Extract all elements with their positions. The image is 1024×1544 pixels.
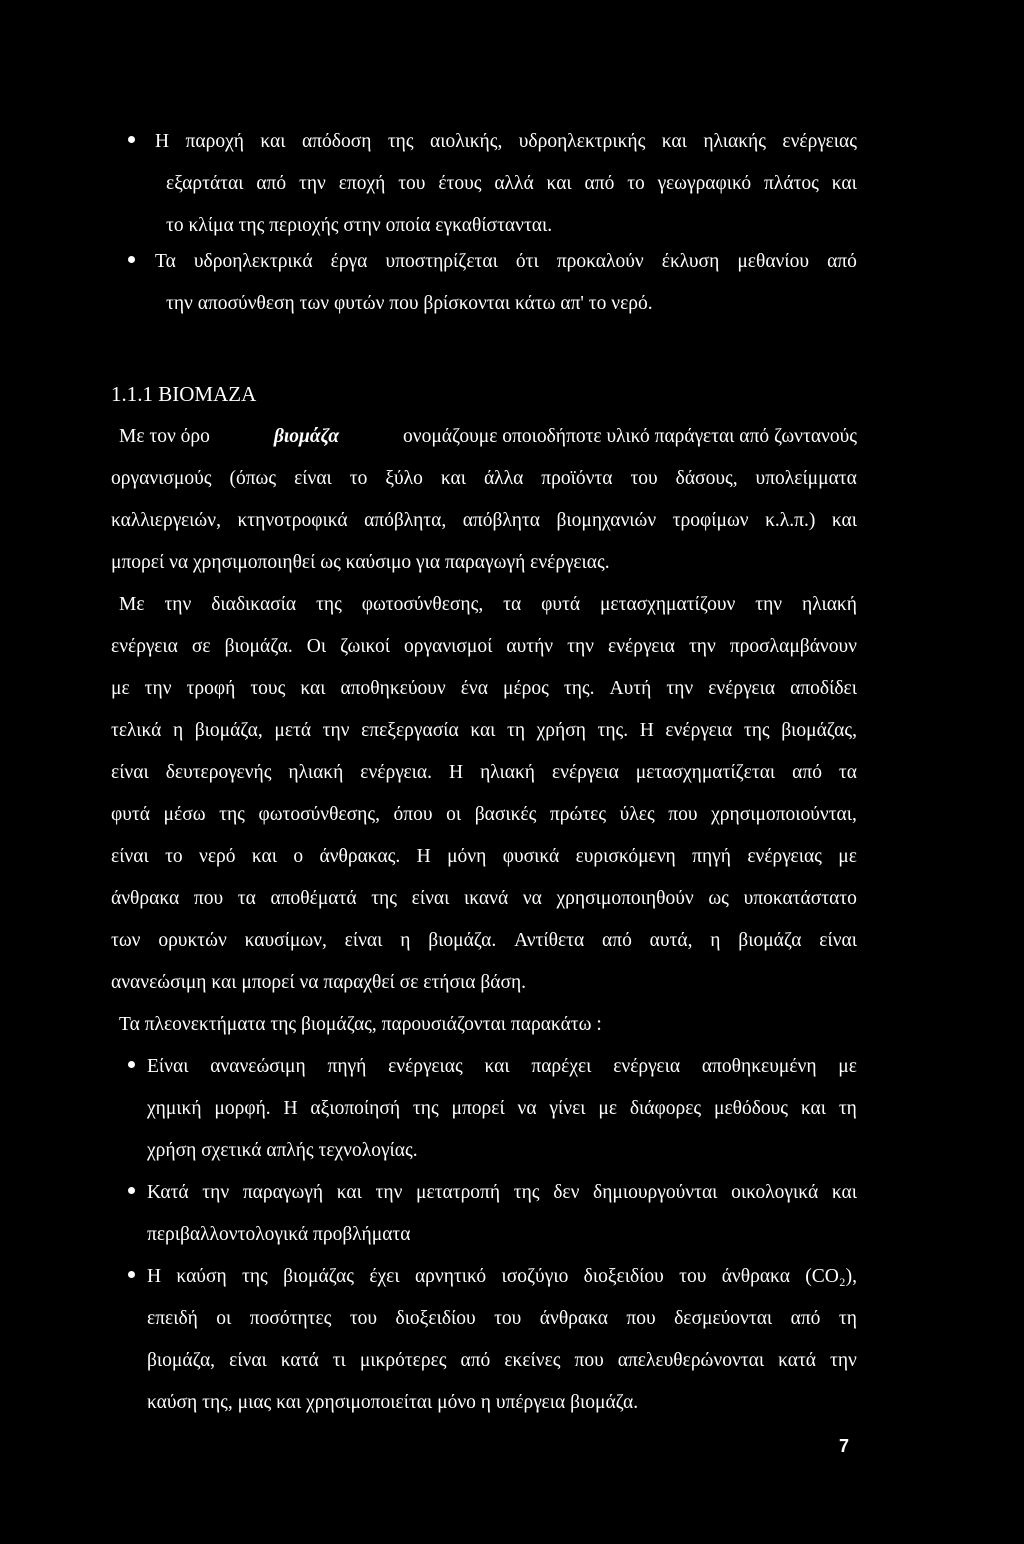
text-line <box>111 719 857 743</box>
word: είναι <box>111 762 149 783</box>
word: διάφορες <box>629 1098 702 1119</box>
word: άνθρακα <box>721 1266 790 1287</box>
word: του <box>349 1308 378 1329</box>
word: οικολογικά <box>731 1182 819 1203</box>
word: δεσμεύονται <box>674 1308 773 1329</box>
word: αποδίδει <box>790 678 857 699</box>
word: προκαλούν <box>556 251 644 272</box>
word: είναι <box>294 468 332 489</box>
bullet-dot <box>128 1187 135 1194</box>
word: ότι <box>515 251 539 272</box>
word: η <box>710 930 721 951</box>
text-line: το κλίμα της περιοχής στην οποία εγκαθίστανται. <box>166 215 553 236</box>
text-line <box>166 172 857 196</box>
word: ηλιακή <box>288 762 344 783</box>
text-line <box>111 635 857 659</box>
word: πρώτες <box>549 804 607 825</box>
text-line <box>119 593 857 617</box>
word: ζωικοί <box>340 636 390 657</box>
word: ορυκτών <box>158 930 227 951</box>
word: έχει <box>369 1266 400 1287</box>
word: ηλιακή <box>802 594 857 615</box>
word: με <box>111 678 130 699</box>
word: την <box>299 173 326 194</box>
word: τα <box>838 762 857 783</box>
word: ο <box>293 846 304 867</box>
definition-term: βιομάζα <box>273 426 340 447</box>
word: εποχή <box>338 173 386 194</box>
word: της. <box>597 720 629 741</box>
word: φυτά <box>541 594 581 615</box>
word: φυσικά <box>502 846 560 867</box>
word: υδροηλεκτρικά <box>193 251 313 272</box>
word: μέσω <box>163 804 206 825</box>
word: ηλιακή <box>480 762 535 783</box>
word: ενέργεια <box>613 1056 681 1077</box>
word: πηγή <box>692 846 731 867</box>
word: και <box>800 1098 826 1119</box>
word: Η <box>147 1266 162 1287</box>
word: από <box>602 930 632 951</box>
word: ισοζύγιο <box>501 1266 569 1287</box>
word: Είναι <box>147 1056 189 1077</box>
word: τα <box>237 888 256 909</box>
word: υποκατάστατο <box>743 888 857 909</box>
word: της. <box>563 678 595 699</box>
word: αυτά, <box>649 930 693 951</box>
word: μετατροπή <box>416 1182 501 1203</box>
word: υδροηλεκτρικής <box>518 131 646 152</box>
word: απελευθερώνονται <box>617 1350 765 1371</box>
word: βιομηχανιών <box>556 510 657 531</box>
word: των <box>111 930 141 951</box>
word: Με <box>119 594 145 615</box>
word: και <box>546 173 572 194</box>
word: άνθρακας. <box>319 846 401 867</box>
word: η <box>400 930 411 951</box>
word: και <box>300 678 326 699</box>
word: διοξειδίου <box>395 1308 476 1329</box>
word: ύλες <box>619 804 655 825</box>
text-line <box>111 845 857 869</box>
word: η <box>172 720 184 741</box>
word: φωτοσύνθεσης, <box>258 804 380 825</box>
word: μπορεί <box>451 1098 505 1119</box>
word: ποσότητες <box>249 1308 332 1329</box>
word: μετασχηματίζουν <box>599 594 736 615</box>
word: και <box>661 131 687 152</box>
text-line <box>111 761 857 785</box>
word: της <box>316 594 342 615</box>
definition-suffix: ονομάζουμε οποιοδήποτε υλικό παράγεται από ζωντανούς <box>403 426 857 447</box>
word: και <box>260 131 286 152</box>
word: την <box>755 594 783 615</box>
word: και <box>831 510 857 531</box>
word: έργα <box>330 251 368 272</box>
word: από <box>790 1308 821 1329</box>
word: ενέργειας <box>747 846 822 867</box>
text-line <box>155 250 857 274</box>
word: εξαρτάται <box>166 173 244 194</box>
word: Η <box>416 846 431 867</box>
word: είναι <box>819 930 857 951</box>
word: αιολικής, <box>430 131 503 152</box>
word: μορφή. <box>214 1098 271 1119</box>
word: την <box>830 1350 857 1371</box>
word: διαδικασία <box>211 594 297 615</box>
word: μετά <box>274 720 312 741</box>
word: σε <box>191 636 211 657</box>
word: υποστηρίζεται <box>385 251 498 272</box>
word: Τα <box>155 251 176 272</box>
word: την <box>666 678 694 699</box>
word: μέρος <box>502 678 549 699</box>
word: πηγή <box>327 1056 367 1077</box>
word: της <box>219 804 245 825</box>
word: καυσίμων, <box>244 930 327 951</box>
word: κατά <box>778 1350 817 1371</box>
word: ενέργεια. <box>360 762 433 783</box>
word: του <box>494 1308 522 1329</box>
word: εκείνες <box>504 1350 561 1371</box>
word: φωτοσύνθεσης, <box>361 594 484 615</box>
text-line: Τα πλεονεκτήματα της βιομάζας, παρουσιάζονται παρακάτω : <box>119 1014 602 1035</box>
word: Η <box>155 131 170 152</box>
word: από <box>792 762 822 783</box>
word: άλλα <box>483 468 524 489</box>
word: τα <box>503 594 522 615</box>
word: την <box>202 1182 230 1203</box>
word: βιομάζας <box>283 1266 354 1287</box>
word: απόβλητα <box>462 510 540 531</box>
word: της <box>387 131 414 152</box>
text-line <box>147 1055 857 1079</box>
word: βιομάζα. <box>224 636 293 657</box>
word: ξύλο <box>385 468 423 489</box>
word: προσλαμβάνουν <box>729 636 857 657</box>
text-line: περιβαλλοντολογικά προβλήματα <box>147 1224 411 1245</box>
word: μόνη <box>447 846 487 867</box>
word: απόβλητα, <box>364 510 447 531</box>
word: την <box>164 594 192 615</box>
word: μεθανίου <box>737 251 810 272</box>
word: την <box>375 1182 403 1203</box>
word: γίνει <box>549 1098 586 1119</box>
word: επειδή <box>147 1308 198 1329</box>
word: ενέργεια <box>111 636 178 657</box>
word: της <box>743 720 770 741</box>
word: την <box>322 720 350 741</box>
word: νερό <box>199 846 236 867</box>
word: καύση <box>176 1266 227 1287</box>
word: απόδοση <box>301 131 372 152</box>
word: ενέργεια <box>708 678 776 699</box>
word: χημική <box>147 1098 202 1119</box>
word: χρησιμοποιηθούν <box>556 888 694 909</box>
word: ενέργεια <box>551 762 619 783</box>
word: καλλιεργειών, <box>111 510 221 531</box>
word: αρνητικό <box>414 1266 487 1287</box>
word: αλλά <box>494 173 534 194</box>
section-heading: 1.1.1 ΒΙΟΜΑΖΑ <box>111 382 257 406</box>
word: τους <box>250 678 286 699</box>
word: διοξειδίου <box>583 1266 664 1287</box>
text-line: μπορεί να χρησιμοποιηθεί ως καύσιμο για παραγωγή ενέργειας. <box>111 552 610 573</box>
word: οι <box>216 1308 232 1329</box>
word: αποθηκευμένη <box>701 1056 817 1077</box>
word: Αντίθετα <box>514 930 585 951</box>
word: από <box>460 1350 491 1371</box>
bullet-dot <box>128 1061 135 1068</box>
word: (όπως <box>229 468 277 489</box>
text-line <box>111 677 857 701</box>
word: του <box>398 173 426 194</box>
word: τροφή <box>186 678 236 699</box>
text-line <box>155 130 857 154</box>
word: αξιοποίησή <box>310 1098 401 1119</box>
word: είναι <box>344 930 383 951</box>
word: Κατά <box>147 1182 189 1203</box>
word: ηλιακής <box>703 131 766 152</box>
word: από <box>584 173 615 194</box>
word: οργανισμοί <box>404 636 493 657</box>
word: βιομάζα, <box>147 1350 216 1371</box>
word: μετασχηματίζεται <box>635 762 776 783</box>
word: να <box>517 1098 537 1119</box>
text-line <box>111 887 857 911</box>
text-line <box>147 1097 857 1121</box>
word: βιομάζας, <box>781 720 857 741</box>
word: με <box>598 1098 618 1119</box>
word: κατά <box>280 1350 319 1371</box>
word: πλάτος <box>764 173 819 194</box>
word: τελικά <box>111 720 162 741</box>
word: φυτά <box>111 804 150 825</box>
word: ανανεώσιμη <box>210 1056 306 1077</box>
word: και <box>484 1056 510 1077</box>
word: είναι <box>229 1350 267 1371</box>
word: ενέργειας <box>782 131 857 152</box>
word: αποθηκεύουν <box>340 678 446 699</box>
text-line: καύση της, μιας και χρησιμοποιείται μόνο η υπέργεια βιομάζα. <box>147 1392 639 1413</box>
word: ενέργεια <box>665 720 733 741</box>
word: που <box>574 1350 604 1371</box>
word: τη <box>507 720 526 741</box>
word: υπολείμματα <box>755 468 857 489</box>
word: μεθόδους <box>713 1098 789 1119</box>
word: παρέχει <box>531 1056 592 1077</box>
word: άνθρακα <box>539 1308 608 1329</box>
word: της <box>513 1182 540 1203</box>
bullet-dot <box>128 1271 135 1278</box>
word: είναι <box>411 888 450 909</box>
word: του <box>630 468 658 489</box>
word: την <box>567 636 594 657</box>
word: ευρισκόμενη <box>575 846 676 867</box>
word: την <box>144 678 172 699</box>
word: με <box>838 846 857 867</box>
word: βιομάζα. <box>428 930 497 951</box>
definition-prefix: Με τον όρο <box>119 426 210 447</box>
word: δεν <box>553 1182 580 1203</box>
text-line <box>147 1181 857 1205</box>
word: της <box>242 1266 268 1287</box>
word: τι <box>332 1350 346 1371</box>
text-line: ανανεώσιμη και μπορεί να παραχθεί σε ετήσια βάση. <box>111 972 527 993</box>
text-line <box>147 1265 857 1289</box>
word: και <box>831 173 857 194</box>
text-line: την αποσύνθεση των φυτών που βρίσκονται κάτω απ' το νερό. <box>166 293 653 314</box>
text-line <box>111 929 857 953</box>
word: δημιουργούνται <box>593 1182 718 1203</box>
word: αυτήν <box>506 636 554 657</box>
word: προϊόντα <box>541 468 613 489</box>
word: Η <box>449 762 464 783</box>
word: τη <box>838 1098 857 1119</box>
word: Η <box>283 1098 298 1119</box>
word: το <box>349 468 368 489</box>
word: την <box>688 636 716 657</box>
word: τροφίμων <box>672 510 749 531</box>
text-line: χρήση σχετικά απλής τεχνολογίας. <box>147 1140 418 1161</box>
word: από <box>256 173 287 194</box>
word: μικρότερες <box>359 1350 447 1371</box>
word: γεωγραφικό <box>657 173 752 194</box>
word: ένα <box>460 678 488 699</box>
word: ενέργειας <box>388 1056 463 1077</box>
word: έκλυση <box>661 251 720 272</box>
word: ως <box>708 888 729 909</box>
word: όπου <box>393 804 433 825</box>
word: βιομάζα <box>738 930 802 951</box>
word: χρήση <box>536 720 586 741</box>
word: επεξεργασία <box>361 720 459 741</box>
word: Η <box>639 720 654 741</box>
word: δάσους, <box>675 468 738 489</box>
word: της <box>412 1098 439 1119</box>
word: αποθέματά <box>270 888 357 909</box>
word: (CO₂), <box>805 1266 857 1287</box>
word: που <box>668 804 698 825</box>
word: παροχή <box>185 131 244 152</box>
word: του <box>679 1266 707 1287</box>
word: κ.λ.π.) <box>765 510 816 531</box>
word: και <box>336 1182 362 1203</box>
word: οργανισμούς <box>111 468 212 489</box>
word: βασικές <box>474 804 537 825</box>
word: το <box>165 846 183 867</box>
word: χρησιμοποιούνται, <box>711 804 857 825</box>
bullet-dot <box>128 136 135 143</box>
word: από <box>827 251 857 272</box>
word: δευτερογενής <box>165 762 272 783</box>
word: με <box>838 1056 857 1077</box>
word: Αυτή <box>609 678 652 699</box>
word: Οι <box>306 636 327 657</box>
bullet-dot <box>128 256 135 263</box>
word: είναι <box>111 846 149 867</box>
word: και <box>831 1182 857 1203</box>
word: και <box>251 846 278 867</box>
word: να <box>522 888 542 909</box>
word: και <box>470 720 496 741</box>
text-line <box>111 509 857 533</box>
word: που <box>626 1308 656 1329</box>
word: ενέργεια <box>608 636 675 657</box>
word: οι <box>446 804 462 825</box>
text-line <box>119 425 857 449</box>
text-line <box>147 1307 857 1331</box>
text-line <box>111 467 857 491</box>
word: το <box>627 173 645 194</box>
word: και <box>440 468 466 489</box>
text-line <box>147 1349 857 1373</box>
word: ικανά <box>464 888 509 909</box>
word: τη <box>838 1308 857 1329</box>
word: έτους <box>438 173 482 194</box>
word: βιομάζα, <box>194 720 263 741</box>
word: κτηνοτροφικά <box>237 510 348 531</box>
word: που <box>193 888 224 909</box>
word: της <box>371 888 397 909</box>
text-line <box>111 803 857 827</box>
word: άνθρακα <box>111 888 180 909</box>
word: παραγωγή <box>242 1182 324 1203</box>
page-number: 7 <box>839 1436 850 1456</box>
